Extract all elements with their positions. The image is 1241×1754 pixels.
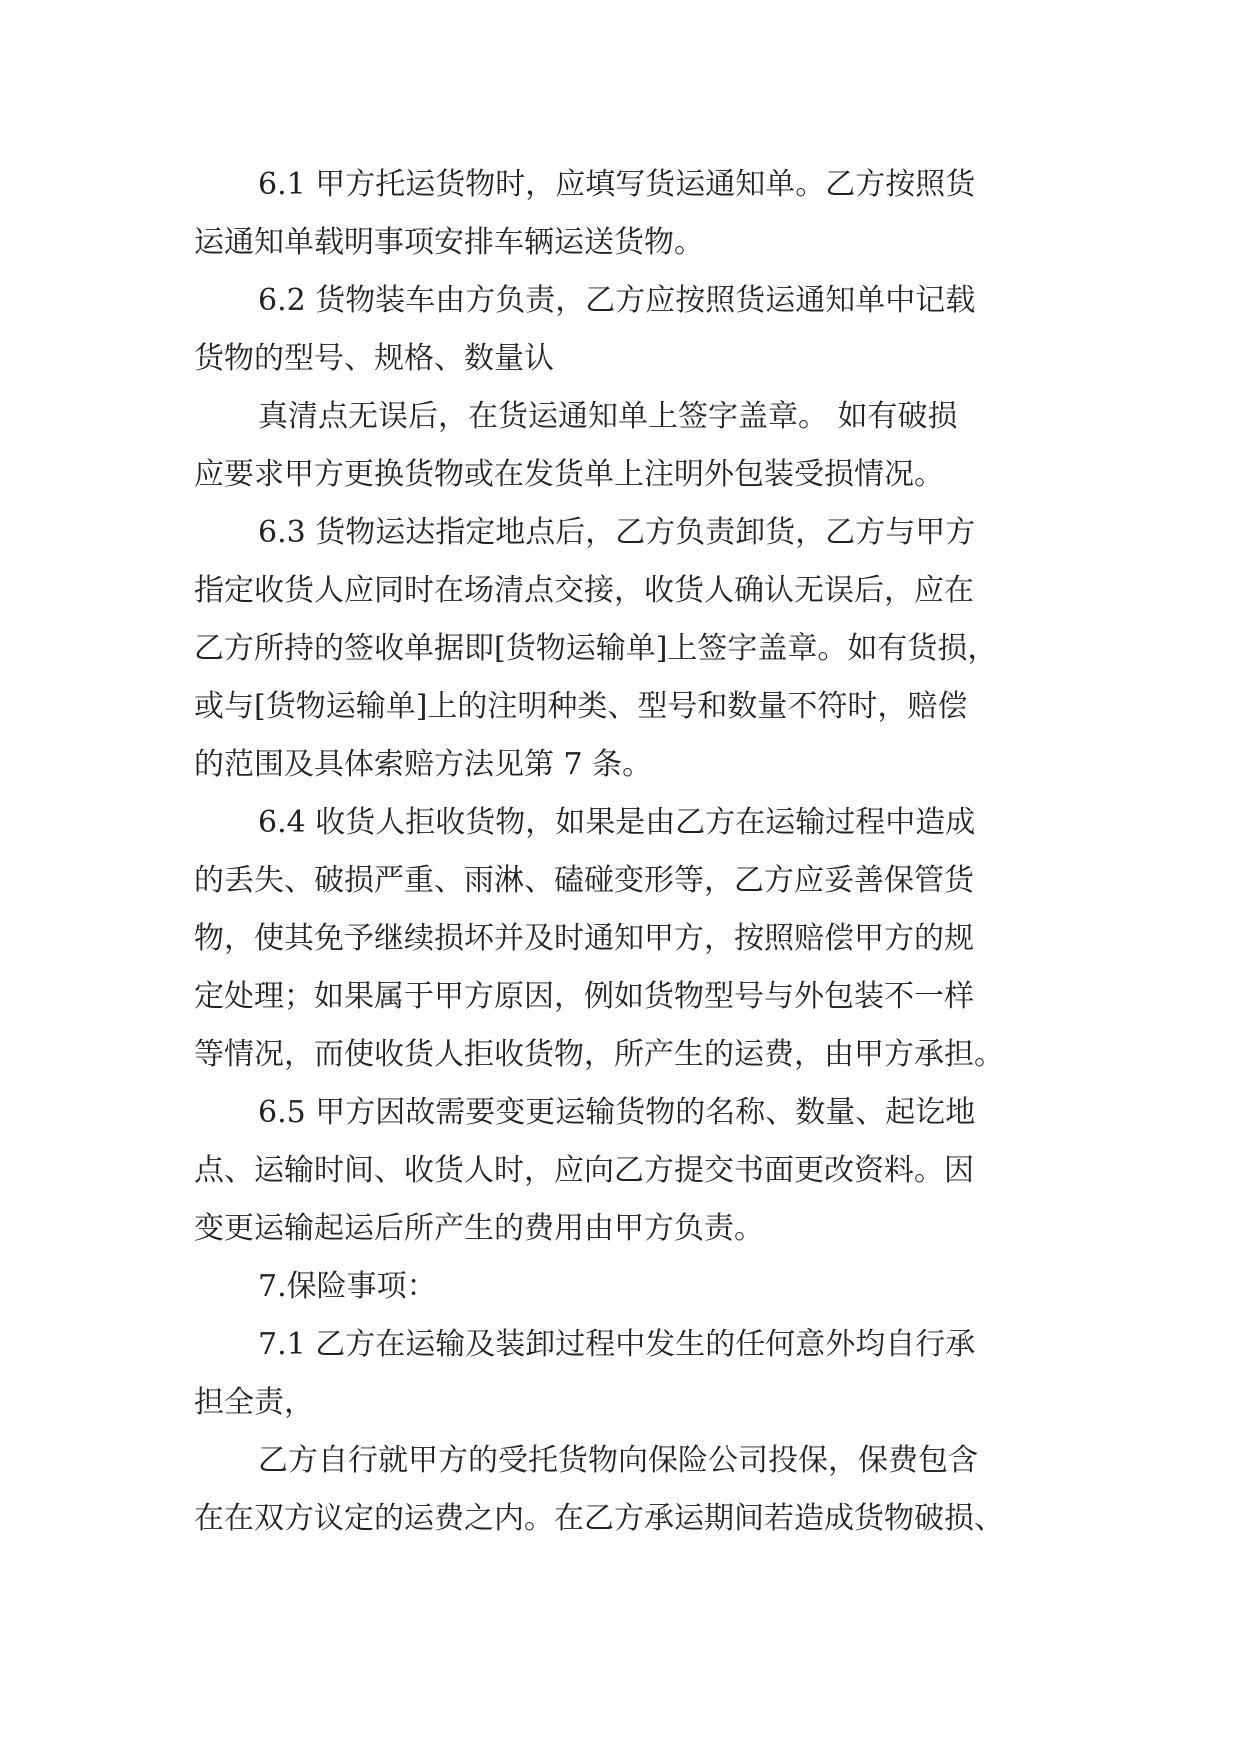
text-line: 7.1 乙方在运输及装卸过程中发生的任何意外均自行承 (258, 1327, 976, 1362)
text-line: 6.1 甲方托运货物时，应填写货运通知单。乙方按照货 (258, 167, 976, 202)
text-line: 定处理；如果属于甲方原因，例如货物型号与外包装不一样 (194, 979, 974, 1014)
document-body (194, 156, 1054, 1548)
text-line: 运通知单载明事项安排车辆运送货物。 (194, 225, 704, 260)
text-line: 6.4 收货人拒收货物，如果是由乙方在运输过程中造成 (258, 805, 976, 840)
text-line: 6.3 货物运达指定地点后，乙方负责卸货，乙方与甲方 (258, 515, 976, 550)
text-line: 乙方自行就甲方的受托货物向保险公司投保，保费包含 (258, 1443, 978, 1478)
text-line: 7.保险事项： (258, 1269, 437, 1304)
text-line: 货物的型号、规格、数量认 (194, 341, 554, 376)
text-line: 或与[货物运输单]上的注明种类、型号和数量不符时，赔偿 (194, 689, 968, 724)
text-line: 的范围及具体索赔方法见第 7 条。 (194, 747, 653, 782)
text-line: 应要求甲方更换货物或在发货单上注明外包装受损情况。 (194, 457, 944, 492)
text-line: 6.5 甲方因故需要变更运输货物的名称、数量、起讫地 (258, 1095, 976, 1130)
text-line: 在在双方议定的运费之内。在乙方承运期间若造成货物破损、 (194, 1501, 1004, 1536)
text-line: 担全责， (194, 1385, 314, 1420)
text-line: 6.2 货物装车由方负责，乙方应按照货运通知单中记载 (258, 283, 976, 318)
text-line: 的丢失、破损严重、雨淋、磕碰变形等，乙方应妥善保管货 (194, 863, 974, 898)
text-line: 变更运输起运后所产生的费用由甲方负责。 (194, 1211, 764, 1246)
text-line: 指定收货人应同时在场清点交接，收货人确认无误后，应在 (194, 573, 974, 608)
text-line: 真清点无误后，在货运通知单上签字盖章。 如有破损 (258, 399, 958, 434)
text-line: 等情况，而使收货人拒收货物，所产生的运费，由甲方承担。 (194, 1037, 1004, 1072)
text-line: 物，使其免予继续损坏并及时通知甲方，按照赔偿甲方的规 (194, 921, 974, 956)
text-line: 点、运输时间、收货人时，应向乙方提交书面更改资料。因 (194, 1153, 974, 1188)
text-line: 乙方所持的签收单据即[货物运输单]上签字盖章。如有货损， (194, 631, 998, 666)
